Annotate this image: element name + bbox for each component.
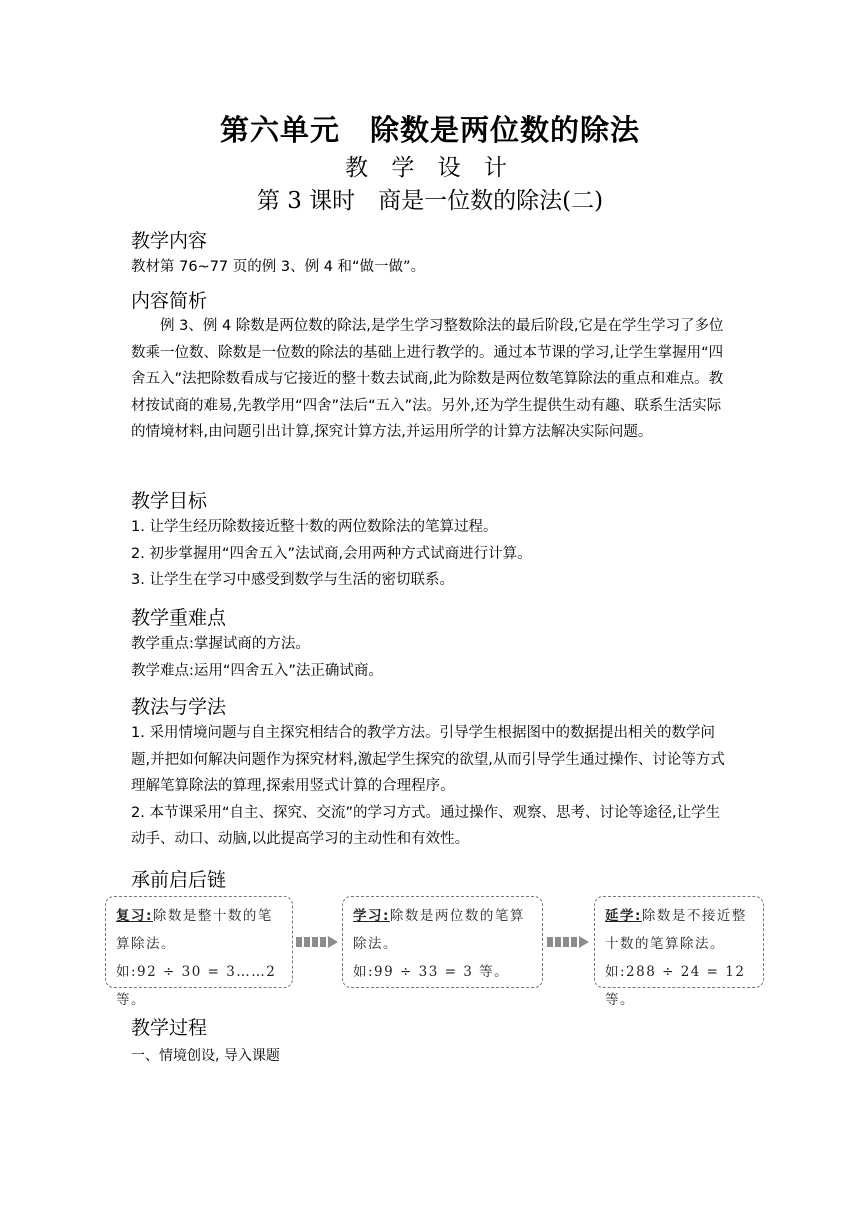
extend-line1: 延学:除数是不接近整 — [605, 908, 747, 924]
heading-content: 教学内容 — [131, 230, 208, 252]
review-line2: 算除法。 — [116, 936, 176, 952]
arrow-icon — [296, 937, 338, 949]
review-example: 如:92 ÷ 30 = 3……2 等。 — [116, 964, 277, 1008]
doc-subtitle: 教 学 设 计 — [345, 155, 515, 181]
extend-line2: 十数的笔算除法。 — [605, 936, 725, 952]
study-box — [342, 896, 543, 988]
extend-tag: 延学: — [605, 908, 642, 924]
process-step-1: 一、情境创设, 导入课题 — [131, 1048, 280, 1064]
goal-item: 3. 让学生在学习中感受到数学与生活的密切联系。 — [131, 572, 454, 588]
heading-link: 承前启后链 — [131, 869, 227, 891]
lesson-title: 第 3 课时 商是一位数的除法(二) — [256, 188, 604, 214]
analysis-text: 例 3、例 4 除数是两位数的除法,是学生学习整数除法的最后阶段,它是在学生学习了多位数乘一位数、除数是一位数的除法的基础上进行教学的。通过本节课的学习,让学生掌握用“四舍五入”法把除数看成与它接近的整十数去试商,此为除数是两位数笔算除法的重点和难点。教材按试商的难易,先教学用“四舍”法后“五入”法。另外,还为学生提供生动有趣、联系生活实际的情境材料,由问题引出计算,探究计算方法,并运用所学的计算方法解决实际问题。 — [131, 318, 724, 440]
heading-keypoints: 教学重难点 — [131, 607, 227, 629]
review-line1: 复习:除数是整十数的笔 — [116, 908, 273, 924]
method-item: 2. 本节课采用“自主、探究、交流”的学习方式。通过操作、观察、思考、讨论等途径,让学生动手、动口、动脑,以此提高学习的主动性和有效性。 — [131, 804, 721, 847]
keypoint-item: 教学重点:掌握试商的方法。 — [131, 636, 310, 652]
method-item: 1. 采用情境问题与自主探究相结合的教学方法。引导学生根据图中的数据提出相关的数学问题,并把如何解决问题作为探究材料,激起学生探究的欲望,从而引导学生通过操作、讨论等方式理解笔算除法的算理,探索用竖式计算的合理程序。 — [131, 725, 725, 794]
extend-box — [594, 896, 764, 1008]
heading-methods: 教法与学法 — [131, 696, 227, 718]
methods-list — [131, 720, 733, 853]
study-example: 如:99 ÷ 33 = 3 等。 — [353, 964, 510, 980]
goal-item: 1. 让学生经历除数接近整十数的两位数除法的笔算过程。 — [131, 519, 498, 535]
heading-process: 教学过程 — [131, 1017, 208, 1039]
review-tag: 复习: — [116, 908, 153, 924]
review-box — [105, 896, 293, 1008]
extend-example: 如:288 ÷ 24 = 12 等。 — [605, 964, 746, 1008]
arrow-icon — [547, 937, 589, 949]
unit-title: 第六单元 除数是两位数的除法 — [219, 113, 640, 147]
keypoints-list — [131, 631, 733, 684]
study-line1: 学习:除数是两位数的笔算 — [353, 908, 525, 924]
study-line2: 除法。 — [353, 936, 398, 952]
heading-goals: 教学目标 — [131, 490, 208, 512]
content-text: 教材第 76~77 页的例 3、例 4 和“做一做”。 — [131, 259, 426, 275]
goals-list — [131, 514, 733, 594]
keypoint-item: 教学难点:运用“四舍五入”法正确试商。 — [131, 662, 383, 679]
goal-item: 2. 初步掌握用“四舍五入”法试商,会用两种方式试商进行计算。 — [131, 545, 532, 562]
study-tag: 学习: — [353, 908, 390, 924]
heading-analysis: 内容简析 — [131, 290, 208, 312]
